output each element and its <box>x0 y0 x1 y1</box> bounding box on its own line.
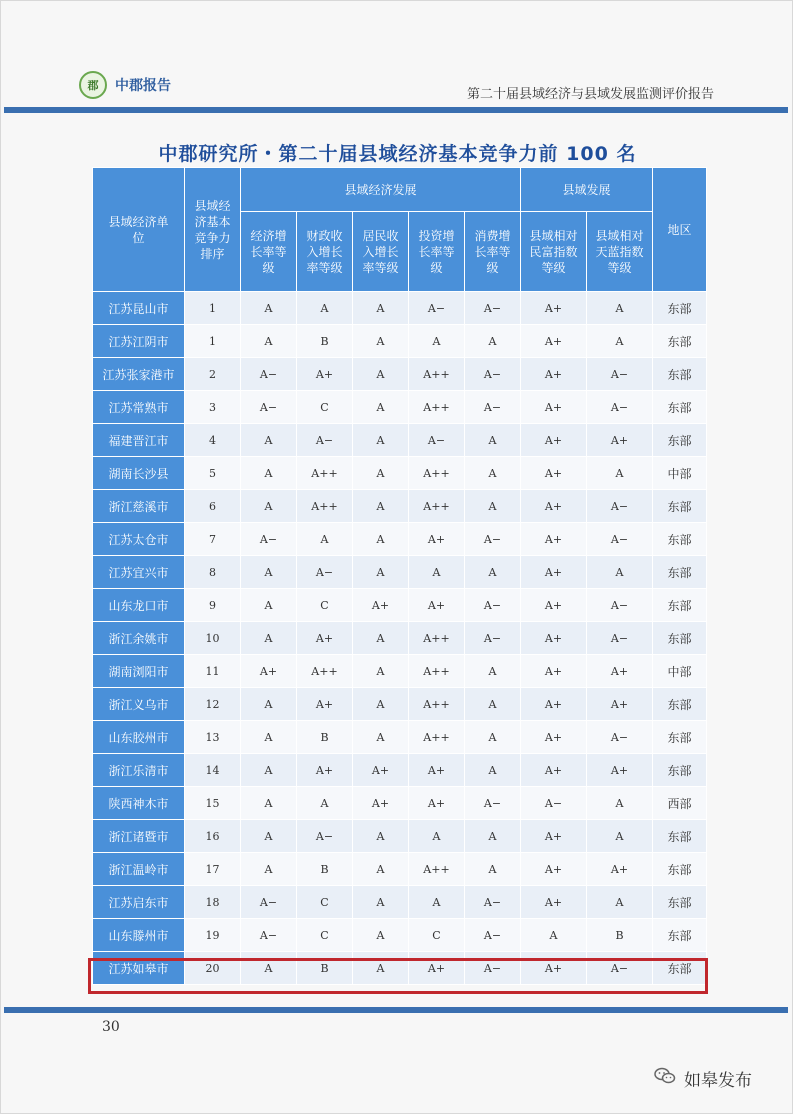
wealth-grade-cell: A+ <box>521 556 587 589</box>
region-cell: 东部 <box>653 754 707 787</box>
consume-grade-cell: A <box>465 556 521 589</box>
invest-grade-cell: A+ <box>409 523 465 556</box>
wealth-grade-cell: A+ <box>521 523 587 556</box>
unit-name-cell: 江苏常熟市 <box>93 391 185 424</box>
invest-grade-cell: A++ <box>409 721 465 754</box>
unit-name-cell: 浙江余姚市 <box>93 622 185 655</box>
region-cell: 东部 <box>653 424 707 457</box>
econ-grade-cell: A− <box>241 919 297 952</box>
fiscal-grade-cell: A++ <box>297 655 353 688</box>
rank-cell: 4 <box>185 424 241 457</box>
table-row <box>93 391 707 424</box>
sky-grade-cell: A− <box>587 358 653 391</box>
table-row <box>93 424 707 457</box>
logo <box>79 71 171 99</box>
wealth-grade-cell: A+ <box>521 325 587 358</box>
table-row <box>93 490 707 523</box>
sky-grade-cell: A− <box>587 391 653 424</box>
invest-grade-cell: A++ <box>409 358 465 391</box>
income-grade-cell: A <box>353 391 409 424</box>
page-number: 30 <box>102 1019 120 1035</box>
consume-grade-cell: A− <box>465 391 521 424</box>
fiscal-grade-cell: A++ <box>297 457 353 490</box>
rank-cell: 5 <box>185 457 241 490</box>
wealth-grade-cell: A+ <box>521 622 587 655</box>
wealth-grade-cell: A− <box>521 787 587 820</box>
econ-grade-cell: A <box>241 556 297 589</box>
consume-grade-cell: A− <box>465 886 521 919</box>
sky-grade-cell: A <box>587 886 653 919</box>
income-grade-cell: A <box>353 358 409 391</box>
consume-grade-cell: A− <box>465 523 521 556</box>
fiscal-grade-cell: C <box>297 391 353 424</box>
fiscal-grade-cell: A++ <box>297 490 353 523</box>
wealth-grade-cell: A <box>521 919 587 952</box>
wealth-grade-cell: A+ <box>521 391 587 424</box>
econ-grade-cell: A− <box>241 391 297 424</box>
fiscal-grade-cell: A <box>297 787 353 820</box>
sky-grade-cell: A <box>587 556 653 589</box>
income-grade-cell: A <box>353 424 409 457</box>
income-grade-cell: A <box>353 721 409 754</box>
rank-cell: 13 <box>185 721 241 754</box>
consume-grade-cell: A− <box>465 358 521 391</box>
consume-grade-cell: A <box>465 721 521 754</box>
income-grade-cell: A <box>353 688 409 721</box>
table-row <box>93 523 707 556</box>
ranking-table <box>92 167 707 985</box>
region-cell: 中部 <box>653 655 707 688</box>
region-cell: 中部 <box>653 457 707 490</box>
consume-grade-cell: A− <box>465 787 521 820</box>
consume-grade-cell: A− <box>465 622 521 655</box>
econ-grade-cell: A <box>241 754 297 787</box>
table-row <box>93 292 707 325</box>
unit-name-cell: 湖南浏阳市 <box>93 655 185 688</box>
region-cell: 东部 <box>653 622 707 655</box>
rank-cell: 11 <box>185 655 241 688</box>
rank-cell: 18 <box>185 886 241 919</box>
header-econ-growth: 经济增长率等级 <box>241 212 297 292</box>
consume-grade-cell: A <box>465 820 521 853</box>
econ-grade-cell: A+ <box>241 655 297 688</box>
income-grade-cell: A+ <box>353 589 409 622</box>
fiscal-grade-cell: A <box>297 292 353 325</box>
unit-name-cell: 山东龙口市 <box>93 589 185 622</box>
unit-name-cell: 浙江慈溪市 <box>93 490 185 523</box>
invest-grade-cell: A+ <box>409 754 465 787</box>
wechat-account-name: 如皋发布 <box>684 1071 752 1091</box>
rank-cell: 8 <box>185 556 241 589</box>
region-cell: 东部 <box>653 952 707 985</box>
fiscal-grade-cell: A− <box>297 820 353 853</box>
rank-cell: 6 <box>185 490 241 523</box>
unit-name-cell: 江苏昆山市 <box>93 292 185 325</box>
unit-name-cell: 湖南长沙县 <box>93 457 185 490</box>
unit-name-cell: 陕西神木市 <box>93 787 185 820</box>
rank-cell: 12 <box>185 688 241 721</box>
rank-cell: 10 <box>185 622 241 655</box>
header-unit: 县域经济单位 <box>93 168 185 292</box>
region-cell: 东部 <box>653 358 707 391</box>
consume-grade-cell: A <box>465 325 521 358</box>
sky-grade-cell: A− <box>587 490 653 523</box>
consume-grade-cell: A <box>465 655 521 688</box>
wealth-grade-cell: A+ <box>521 886 587 919</box>
table-row <box>93 853 707 886</box>
sky-grade-cell: A+ <box>587 754 653 787</box>
econ-grade-cell: A <box>241 325 297 358</box>
income-grade-cell: A+ <box>353 754 409 787</box>
fiscal-grade-cell: C <box>297 919 353 952</box>
region-cell: 东部 <box>653 523 707 556</box>
income-grade-cell: A <box>353 622 409 655</box>
header-group-development: 县域发展 <box>521 168 653 212</box>
sky-grade-cell: A− <box>587 622 653 655</box>
table-body <box>93 292 707 985</box>
econ-grade-cell: A <box>241 457 297 490</box>
region-cell: 东部 <box>653 292 707 325</box>
wechat-watermark <box>654 1066 752 1091</box>
fiscal-grade-cell: B <box>297 721 353 754</box>
unit-name-cell: 江苏江阴市 <box>93 325 185 358</box>
region-cell: 东部 <box>653 820 707 853</box>
invest-grade-cell: A− <box>409 424 465 457</box>
econ-grade-cell: A <box>241 424 297 457</box>
wealth-grade-cell: A+ <box>521 358 587 391</box>
unit-name-cell: 江苏太仓市 <box>93 523 185 556</box>
region-cell: 西部 <box>653 787 707 820</box>
table-row <box>93 589 707 622</box>
econ-grade-cell: A <box>241 787 297 820</box>
fiscal-grade-cell: A+ <box>297 754 353 787</box>
region-cell: 东部 <box>653 688 707 721</box>
wealth-grade-cell: A+ <box>521 688 587 721</box>
unit-name-cell: 江苏宜兴市 <box>93 556 185 589</box>
invest-grade-cell: A++ <box>409 655 465 688</box>
header-group-economy: 县域经济发展 <box>241 168 521 212</box>
table-title: 中郡研究所・第二十届县域经济基本竞争力前 100 名 <box>158 143 637 165</box>
fiscal-grade-cell: A− <box>297 556 353 589</box>
rank-cell: 1 <box>185 325 241 358</box>
income-grade-cell: A <box>353 886 409 919</box>
rank-cell: 19 <box>185 919 241 952</box>
table-row <box>93 886 707 919</box>
wealth-grade-cell: A+ <box>521 754 587 787</box>
header-sky-index: 县域相对天蓝指数等级 <box>587 212 653 292</box>
rank-cell: 16 <box>185 820 241 853</box>
econ-grade-cell: A <box>241 853 297 886</box>
region-cell: 东部 <box>653 490 707 523</box>
invest-grade-cell: A <box>409 886 465 919</box>
invest-grade-cell: A <box>409 325 465 358</box>
unit-name-cell: 山东胶州市 <box>93 721 185 754</box>
invest-grade-cell: A++ <box>409 457 465 490</box>
econ-grade-cell: A− <box>241 358 297 391</box>
econ-grade-cell: A <box>241 952 297 985</box>
income-grade-cell: A <box>353 919 409 952</box>
rank-cell: 2 <box>185 358 241 391</box>
footer-divider <box>4 1007 788 1013</box>
invest-grade-cell: A++ <box>409 490 465 523</box>
fiscal-grade-cell: A <box>297 523 353 556</box>
consume-grade-cell: A <box>465 853 521 886</box>
rank-cell: 3 <box>185 391 241 424</box>
header-income-growth: 居民收入增长率等级 <box>353 212 409 292</box>
income-grade-cell: A <box>353 457 409 490</box>
region-cell: 东部 <box>653 589 707 622</box>
invest-grade-cell: A− <box>409 292 465 325</box>
econ-grade-cell: A <box>241 820 297 853</box>
consume-grade-cell: A− <box>465 952 521 985</box>
consume-grade-cell: A <box>465 424 521 457</box>
income-grade-cell: A <box>353 655 409 688</box>
sky-grade-cell: A <box>587 457 653 490</box>
income-grade-cell: A <box>353 820 409 853</box>
wealth-grade-cell: A+ <box>521 853 587 886</box>
fiscal-grade-cell: C <box>297 589 353 622</box>
wealth-grade-cell: A+ <box>521 457 587 490</box>
header-wealth-index: 县域相对民富指数等级 <box>521 212 587 292</box>
region-cell: 东部 <box>653 556 707 589</box>
unit-name-cell: 江苏如皋市 <box>93 952 185 985</box>
fiscal-grade-cell: A+ <box>297 622 353 655</box>
unit-name-cell: 福建晋江市 <box>93 424 185 457</box>
wealth-grade-cell: A+ <box>521 820 587 853</box>
sky-grade-cell: A <box>587 325 653 358</box>
fiscal-grade-cell: B <box>297 325 353 358</box>
wealth-grade-cell: A+ <box>521 952 587 985</box>
region-cell: 东部 <box>653 721 707 754</box>
unit-name-cell: 浙江诸暨市 <box>93 820 185 853</box>
fiscal-grade-cell: C <box>297 886 353 919</box>
consume-grade-cell: A− <box>465 589 521 622</box>
income-grade-cell: A <box>353 556 409 589</box>
header-region: 地区 <box>653 168 707 292</box>
fiscal-grade-cell: B <box>297 952 353 985</box>
wealth-grade-cell: A+ <box>521 589 587 622</box>
rank-cell: 17 <box>185 853 241 886</box>
wealth-grade-cell: A+ <box>521 490 587 523</box>
consume-grade-cell: A− <box>465 919 521 952</box>
logo-emblem: 郡 <box>79 71 107 99</box>
region-cell: 东部 <box>653 325 707 358</box>
table-row <box>93 919 707 952</box>
sky-grade-cell: A− <box>587 721 653 754</box>
table-row <box>93 820 707 853</box>
table-row <box>93 721 707 754</box>
invest-grade-cell: A <box>409 556 465 589</box>
invest-grade-cell: A++ <box>409 688 465 721</box>
rank-cell: 14 <box>185 754 241 787</box>
invest-grade-cell: A+ <box>409 952 465 985</box>
report-title: 第二十届县域经济与县域发展监测评价报告 <box>466 87 714 102</box>
income-grade-cell: A <box>353 952 409 985</box>
consume-grade-cell: A <box>465 754 521 787</box>
sky-grade-cell: A+ <box>587 853 653 886</box>
econ-grade-cell: A <box>241 490 297 523</box>
region-cell: 东部 <box>653 853 707 886</box>
income-grade-cell: A <box>353 292 409 325</box>
fiscal-grade-cell: A+ <box>297 688 353 721</box>
header-consume-growth: 消费增长率等级 <box>465 212 521 292</box>
wealth-grade-cell: A+ <box>521 292 587 325</box>
rank-cell: 9 <box>185 589 241 622</box>
econ-grade-cell: A <box>241 688 297 721</box>
invest-grade-cell: A++ <box>409 622 465 655</box>
unit-name-cell: 浙江温岭市 <box>93 853 185 886</box>
region-cell: 东部 <box>653 886 707 919</box>
table-row <box>93 655 707 688</box>
invest-grade-cell: A+ <box>409 787 465 820</box>
unit-name-cell: 江苏张家港市 <box>93 358 185 391</box>
rank-cell: 7 <box>185 523 241 556</box>
header-invest-growth: 投资增长率等级 <box>409 212 465 292</box>
consume-grade-cell: A <box>465 688 521 721</box>
unit-name-cell: 山东滕州市 <box>93 919 185 952</box>
invest-grade-cell: C <box>409 919 465 952</box>
rank-cell: 15 <box>185 787 241 820</box>
sky-grade-cell: A− <box>587 952 653 985</box>
sky-grade-cell: A+ <box>587 688 653 721</box>
income-grade-cell: A+ <box>353 787 409 820</box>
consume-grade-cell: A <box>465 457 521 490</box>
table-row <box>93 325 707 358</box>
sky-grade-cell: A+ <box>587 424 653 457</box>
region-cell: 东部 <box>653 919 707 952</box>
sky-grade-cell: A+ <box>587 655 653 688</box>
rank-cell: 20 <box>185 952 241 985</box>
invest-grade-cell: A++ <box>409 853 465 886</box>
wechat-icon <box>654 1067 676 1090</box>
income-grade-cell: A <box>353 490 409 523</box>
table-row <box>93 622 707 655</box>
invest-grade-cell: A+ <box>409 589 465 622</box>
econ-grade-cell: A <box>241 721 297 754</box>
unit-name-cell: 浙江义乌市 <box>93 688 185 721</box>
highlight-box <box>88 958 708 994</box>
income-grade-cell: A <box>353 523 409 556</box>
table-row <box>93 457 707 490</box>
unit-name-cell: 浙江乐清市 <box>93 754 185 787</box>
econ-grade-cell: A− <box>241 886 297 919</box>
sky-grade-cell: A− <box>587 523 653 556</box>
consume-grade-cell: A− <box>465 292 521 325</box>
table-row <box>93 688 707 721</box>
table-row <box>93 358 707 391</box>
consume-grade-cell: A <box>465 490 521 523</box>
header-fiscal-growth: 财政收入增长率等级 <box>297 212 353 292</box>
sky-grade-cell: A <box>587 820 653 853</box>
wealth-grade-cell: A+ <box>521 655 587 688</box>
sky-grade-cell: A <box>587 292 653 325</box>
table-row <box>93 787 707 820</box>
wealth-grade-cell: A+ <box>521 424 587 457</box>
region-cell: 东部 <box>653 391 707 424</box>
econ-grade-cell: A <box>241 292 297 325</box>
fiscal-grade-cell: A+ <box>297 358 353 391</box>
invest-grade-cell: A <box>409 820 465 853</box>
header-rank: 县域经济基本竞争力排序 <box>185 168 241 292</box>
table-row <box>93 754 707 787</box>
header-divider <box>4 107 788 113</box>
income-grade-cell: A <box>353 325 409 358</box>
unit-name-cell: 江苏启东市 <box>93 886 185 919</box>
table-row <box>93 556 707 589</box>
logo-text: 中郡报告 <box>115 78 171 94</box>
econ-grade-cell: A <box>241 589 297 622</box>
sky-grade-cell: B <box>587 919 653 952</box>
sky-grade-cell: A− <box>587 589 653 622</box>
fiscal-grade-cell: A− <box>297 424 353 457</box>
fiscal-grade-cell: B <box>297 853 353 886</box>
invest-grade-cell: A++ <box>409 391 465 424</box>
econ-grade-cell: A− <box>241 523 297 556</box>
wealth-grade-cell: A+ <box>521 721 587 754</box>
sky-grade-cell: A <box>587 787 653 820</box>
econ-grade-cell: A <box>241 622 297 655</box>
income-grade-cell: A <box>353 853 409 886</box>
rank-cell: 1 <box>185 292 241 325</box>
